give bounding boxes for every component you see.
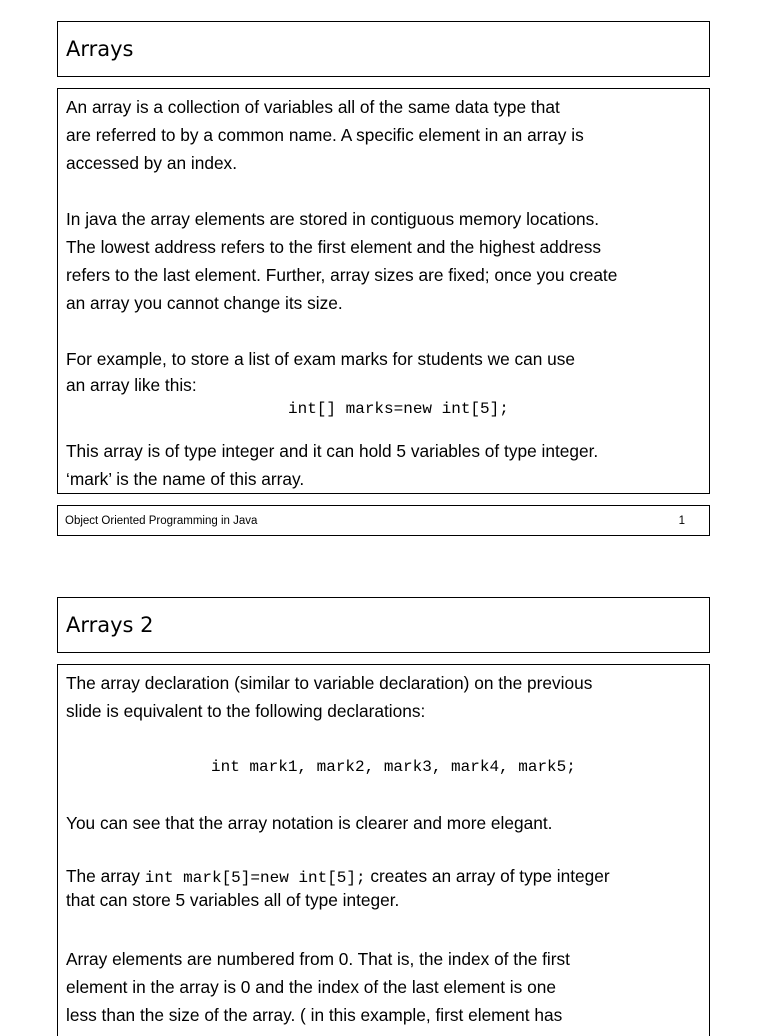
slide1-p3-line1: For example, to store a list of exam marks for students we can use [66,349,576,369]
slide2-p4-line1: Array elements are numbered from 0. That is, the index of the first [66,949,570,969]
slide2-p1-line1: The array declaration (similar to variable declaration) on the previous [66,673,593,693]
slide1-p2-line2: The lowest address refers to the first element and the highest address [66,237,602,257]
slide1-content-box [57,88,710,494]
slide2-code-sample: int mark1, mark2, mark3, mark4, mark5; [211,758,576,776]
slide2-title-box [57,597,710,653]
slide1-footer [58,506,709,536]
slide1-p4-line2: ‘mark’ is the name of this array. [66,469,305,489]
slide1-title: Arrays [66,37,134,61]
slide1-p1-line1: An array is a collection of variables all of the same data type that [66,97,560,117]
slide2-p4-line3: less than the size of the array. ( in this example, first element has [66,1005,563,1025]
slide2-p3-code: int mark[5]=new int[5]; [144,869,366,887]
slide2-p3-pre: The array [66,866,145,886]
slide2-p3-line2: that can store 5 variables all of type integer. [66,890,400,910]
slide1-p4-line1: This array is of type integer and it can hold 5 variables of type integer. [66,441,599,461]
footer-course-title: Object Oriented Programming in Java [65,515,258,527]
slide2-p1-line2: slide is equivalent to the following declarations: [66,701,426,721]
spacer [66,317,701,345]
slide2-body [58,665,709,1029]
slide2-title: Arrays 2 [66,613,154,637]
slide1-body [58,89,709,493]
spacer [66,725,701,753]
slide2-p2: You can see that the array notation is clearer and more elegant. [66,813,553,833]
spacer [66,177,701,205]
spacer [66,781,701,809]
slide2-content-box [57,664,710,1036]
slide1-p2-line3: refers to the last element. Further, array sizes are fixed; once you create [66,265,618,285]
slide1-p3-line2: an array like this: [66,375,197,395]
slide1-p1-line2: are referred to by a common name. A specific element in an array is [66,125,584,145]
slide1-p2-line4: an array you cannot change its size. [66,293,343,313]
slide2-p4-line2: element in the array is 0 and the index of the last element is one [66,977,556,997]
slide1-code-sample: int[] marks=new int[5]; [288,400,509,418]
spacer [66,837,701,865]
slide1-footer-box [57,505,710,536]
spacer [66,911,701,945]
slide1-title-box [57,21,710,77]
slide2-p3-post: creates an array of type integer [365,866,610,886]
slide2-p3-line1 [66,865,701,889]
slide1-p1-line3: accessed by an index. [66,153,237,173]
slide1-p2-line1: In java the array elements are stored in contiguous memory locations. [66,209,600,229]
spacer [66,421,701,437]
footer-page-number: 1 [678,515,685,527]
